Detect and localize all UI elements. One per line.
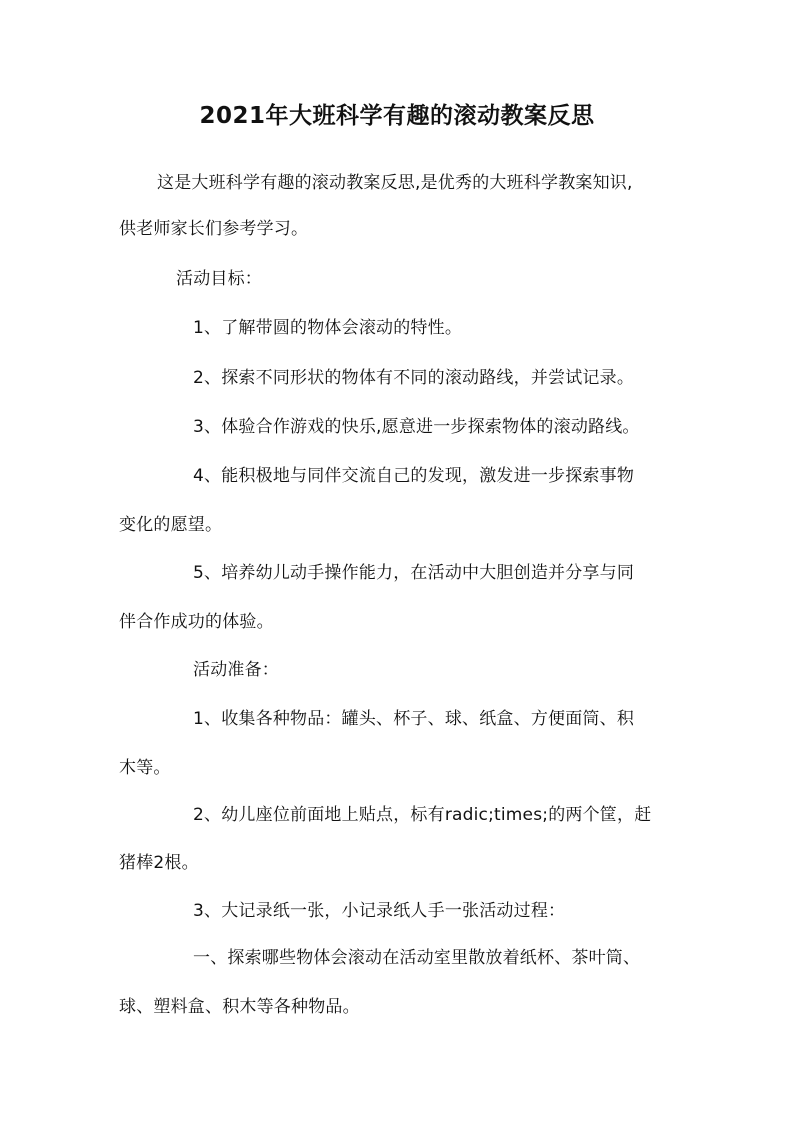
paragraph-line: 一、探索哪些物体会滚动在活动室里散放着纸杯、茶叶筒、 <box>193 948 641 968</box>
list-item: 2、幼儿座位前面地上贴点，标有radic;times;的两个筐，赶 <box>193 805 652 825</box>
list-item: 1、了解带圆的物体会滚动的特性。 <box>193 318 463 338</box>
list-item-continuation: 木等。 <box>119 758 171 778</box>
paragraph-line: 球、塑料盒、积木等各种物品。 <box>119 997 360 1017</box>
list-item-continuation: 伴合作成功的体验。 <box>119 612 274 632</box>
list-item-continuation: 猪棒2根。 <box>119 853 199 873</box>
list-item: 5、培养幼儿动手操作能力，在活动中大胆创造并分享与同 <box>193 563 635 583</box>
document-title: 2021年大班科学有趣的滚动教案反思 <box>199 103 595 129</box>
paragraph-line: 这是大班科学有趣的滚动教案反思,是优秀的大班科学教案知识, <box>157 173 633 193</box>
list-item: 1、收集各种物品：罐头、杯子、球、纸盒、方便面筒、积 <box>193 709 635 729</box>
list-item: 3、体验合作游戏的快乐,愿意进一步探索物体的滚动路线。 <box>193 417 640 437</box>
paragraph-line: 供老师家长们参考学习。 <box>119 219 309 239</box>
list-item: 4、能积极地与同伴交流自己的发现，激发进一步探索事物 <box>193 466 635 486</box>
list-item: 2、探索不同形状的物体有不同的滚动路线，并尝试记录。 <box>193 368 635 388</box>
section-heading: 活动目标： <box>176 269 262 289</box>
section-heading: 活动准备： <box>193 660 279 680</box>
list-item: 3、大记录纸一张，小记录纸人手一张活动过程： <box>193 901 566 921</box>
list-item-continuation: 变化的愿望。 <box>119 515 223 535</box>
